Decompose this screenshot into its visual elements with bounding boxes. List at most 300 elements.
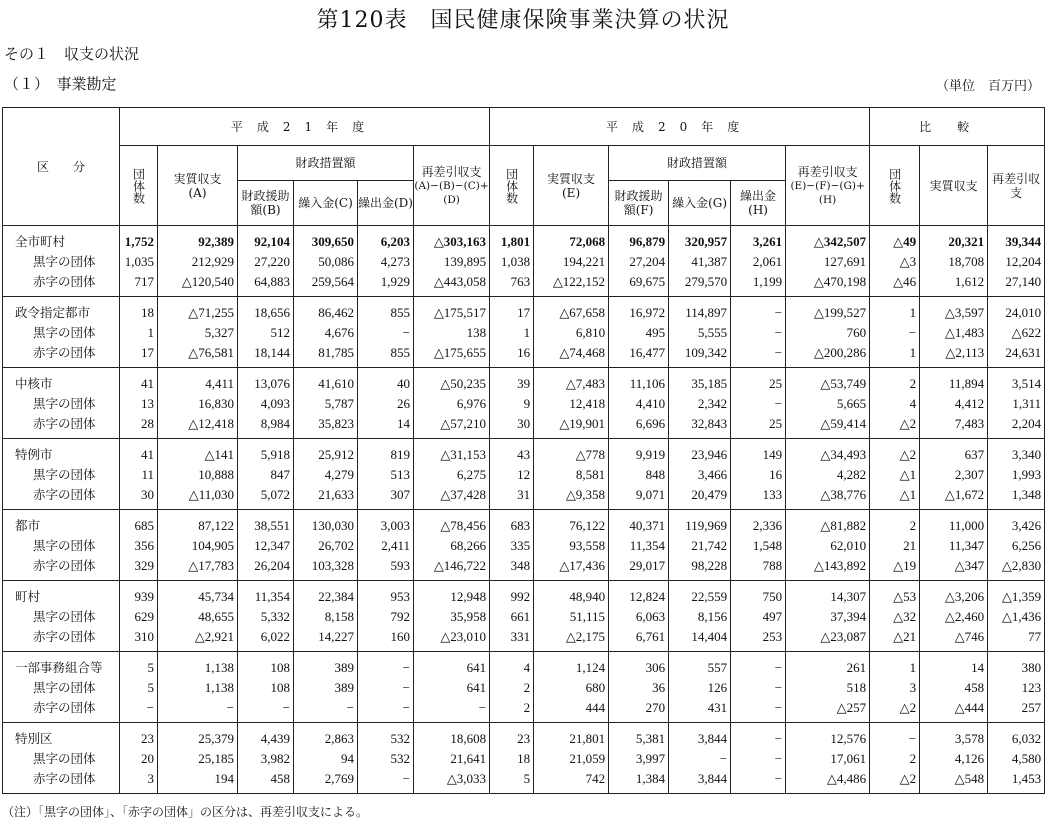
row-label: 赤字の団体 (3, 272, 120, 297)
table-cell: △2 (870, 439, 920, 466)
table-cell: △303,163 (414, 226, 490, 253)
table-cell: △31,153 (414, 439, 490, 466)
table-cell: 1,348 (988, 485, 1045, 510)
table-cell: △53 (870, 581, 920, 608)
header-kurinyu-c: 繰入金(C) (294, 181, 358, 226)
table-cell: △2,921 (158, 627, 238, 652)
table-row (3, 297, 1045, 324)
table-cell: 21,059 (534, 749, 609, 769)
table-cell: 13 (120, 394, 158, 414)
table-cell: − (731, 652, 786, 679)
table-cell: 94 (294, 749, 358, 769)
table-cell: 23,946 (669, 439, 731, 466)
table-cell: 18,656 (238, 297, 294, 324)
table-cell: 5,072 (238, 485, 294, 510)
table-cell: 14 (358, 414, 414, 439)
table-cell: △19 (870, 556, 920, 581)
table-cell: 3,340 (988, 439, 1045, 466)
table-cell: △146,722 (414, 556, 490, 581)
table-cell: − (120, 698, 158, 723)
table-cell: △443,058 (414, 272, 490, 297)
table-cell: 96,879 (609, 226, 669, 253)
table-cell: 3 (120, 769, 158, 794)
row-label: 赤字の団体 (3, 627, 120, 652)
table-cell: 123 (988, 678, 1045, 698)
table-cell: △141 (158, 439, 238, 466)
table-cell: − (731, 297, 786, 324)
table-cell: 28 (120, 414, 158, 439)
header-enjo-f: 財政援助額(F) (609, 181, 669, 226)
table-cell: 43 (490, 439, 534, 466)
header-h20 (490, 108, 870, 146)
table-cell: △548 (920, 769, 988, 794)
table-cell: 138 (414, 323, 490, 343)
table-cell: 27,140 (988, 272, 1045, 297)
table-cell: △2,113 (920, 343, 988, 368)
row-label: 全市町村 (3, 226, 120, 253)
table-cell: 9,919 (609, 439, 669, 466)
table-cell: 12,824 (609, 581, 669, 608)
table-cell: △12,418 (158, 414, 238, 439)
table-cell: 431 (669, 698, 731, 723)
table-cell: 51,115 (534, 607, 609, 627)
table-cell: 1,138 (158, 678, 238, 698)
table-cell: 683 (490, 510, 534, 537)
table-row (3, 368, 1045, 395)
table-cell: 532 (358, 749, 414, 769)
table-cell: 22,559 (669, 581, 731, 608)
table-cell: − (358, 323, 414, 343)
header-kurinyu-g: 繰入金(G) (669, 181, 731, 226)
table-cell: 3 (870, 678, 920, 698)
row-label: 黒字の団体 (3, 749, 120, 769)
table-cell: 992 (490, 581, 534, 608)
table-cell: 77 (988, 627, 1045, 652)
row-label: 赤字の団体 (3, 485, 120, 510)
table-cell: 18,608 (414, 723, 490, 750)
table-cell: 513 (358, 465, 414, 485)
table-cell: − (731, 343, 786, 368)
table-cell: △23,010 (414, 627, 490, 652)
table-cell: 641 (414, 652, 490, 679)
table-cell: 1,035 (120, 252, 158, 272)
table-cell: △50,235 (414, 368, 490, 395)
table-row (3, 510, 1045, 537)
table-cell: 212,929 (158, 252, 238, 272)
table-row (3, 698, 1045, 723)
table-cell: − (731, 394, 786, 414)
table-cell: △778 (534, 439, 609, 466)
row-label: 黒字の団体 (3, 394, 120, 414)
table-cell: 637 (920, 439, 988, 466)
table-cell: 133 (731, 485, 786, 510)
table-cell: 4 (490, 652, 534, 679)
table-cell: − (669, 749, 731, 769)
table-cell: 5,332 (238, 607, 294, 627)
table-cell: 149 (731, 439, 786, 466)
table-cell: 6,976 (414, 394, 490, 414)
table-cell: △4,486 (786, 769, 870, 794)
table-cell: 335 (490, 536, 534, 556)
table-cell: 41 (120, 368, 158, 395)
table-row (3, 678, 1045, 698)
table-cell: 848 (609, 465, 669, 485)
header-saisa-21 (414, 146, 490, 226)
table-cell: 847 (238, 465, 294, 485)
table-cell: △38,776 (786, 485, 870, 510)
table-cell: 25,185 (158, 749, 238, 769)
table-cell: 4,412 (920, 394, 988, 414)
table-cell: 309,650 (294, 226, 358, 253)
table-cell: 5 (490, 769, 534, 794)
table-cell: 14 (920, 652, 988, 679)
table-cell: − (731, 749, 786, 769)
header-hikaku (870, 108, 1045, 146)
table-cell: △257 (786, 698, 870, 723)
table-cell: 41,610 (294, 368, 358, 395)
table-cell: 4,282 (786, 465, 870, 485)
table-cell: 9 (490, 394, 534, 414)
table-cell: − (158, 698, 238, 723)
table-cell: 641 (414, 678, 490, 698)
table-cell: 6,810 (534, 323, 609, 343)
table-row (3, 723, 1045, 750)
table-cell: 26,204 (238, 556, 294, 581)
table-cell: 41 (120, 439, 158, 466)
table-cell: 1,124 (534, 652, 609, 679)
table-cell: 8,156 (669, 607, 731, 627)
table-cell: 2,342 (669, 394, 731, 414)
table-cell: 5,327 (158, 323, 238, 343)
header-saisa-21-label: 再差引収支 (421, 164, 482, 179)
table-cell: 25 (731, 368, 786, 395)
table-cell: △34,493 (786, 439, 870, 466)
table-cell: 518 (786, 678, 870, 698)
table-cell: 130,030 (294, 510, 358, 537)
table-cell: 12,948 (414, 581, 490, 608)
table-cell: 11,347 (920, 536, 988, 556)
table-cell: 31 (490, 485, 534, 510)
table-cell: 742 (534, 769, 609, 794)
table-body (3, 226, 1045, 794)
table-cell: △2 (870, 769, 920, 794)
table-cell: 40 (358, 368, 414, 395)
table-cell: 13,076 (238, 368, 294, 395)
table-cell: 68,266 (414, 536, 490, 556)
table-cell: 953 (358, 581, 414, 608)
table-cell: 69,675 (609, 272, 669, 297)
table-cell: − (358, 769, 414, 794)
table-cell: 3,426 (988, 510, 1045, 537)
table-cell: 2 (870, 510, 920, 537)
table-cell: 306 (609, 652, 669, 679)
table-cell: △1,483 (920, 323, 988, 343)
table-cell: 2,769 (294, 769, 358, 794)
table-cell: 593 (358, 556, 414, 581)
table-cell: 750 (731, 581, 786, 608)
table-cell: 2,204 (988, 414, 1045, 439)
row-label: 一部事務組合等 (3, 652, 120, 679)
table-cell: △9,358 (534, 485, 609, 510)
table-cell: 4,410 (609, 394, 669, 414)
table-cell: △57,210 (414, 414, 490, 439)
table-cell: 38,551 (238, 510, 294, 537)
table-cell: 792 (358, 607, 414, 627)
table-cell: 48,940 (534, 581, 609, 608)
table-cell: 6,761 (609, 627, 669, 652)
table-cell: 257 (988, 698, 1045, 723)
table-cell: △342,507 (786, 226, 870, 253)
table-cell: 16,477 (609, 343, 669, 368)
table-cell: 2,061 (731, 252, 786, 272)
section-title: その１ 収支の状況 (4, 45, 140, 63)
row-label: 中核市 (3, 368, 120, 395)
table-cell: 24,010 (988, 297, 1045, 324)
header-hikaku-dantai: 団体数 (870, 146, 920, 226)
table-cell: 331 (490, 627, 534, 652)
table-cell: 160 (358, 627, 414, 652)
table-cell: 39 (490, 368, 534, 395)
table-cell: △21 (870, 627, 920, 652)
table-cell: 307 (358, 485, 414, 510)
table-cell: 4,279 (294, 465, 358, 485)
table-row (3, 439, 1045, 466)
table-cell: 104,905 (158, 536, 238, 556)
table-cell: 81,785 (294, 343, 358, 368)
table-cell: △3,206 (920, 581, 988, 608)
table-cell: 11,354 (609, 536, 669, 556)
table-cell: 685 (120, 510, 158, 537)
table-cell: 458 (920, 678, 988, 698)
table-cell: 20,479 (669, 485, 731, 510)
row-label: 赤字の団体 (3, 698, 120, 723)
settlement-table (2, 107, 1045, 794)
header-hikaku-saisa: 再差引収支 (988, 146, 1045, 226)
row-label: 特別区 (3, 723, 120, 750)
table-cell: 4,411 (158, 368, 238, 395)
table-cell: 92,389 (158, 226, 238, 253)
table-cell: △74,468 (534, 343, 609, 368)
header-jisshitsu-20 (534, 146, 609, 226)
table-cell: 1 (870, 343, 920, 368)
table-cell: 126 (669, 678, 731, 698)
table-cell: △175,517 (414, 297, 490, 324)
table-cell: △17,783 (158, 556, 238, 581)
table-cell: 8,158 (294, 607, 358, 627)
table-cell: 11,894 (920, 368, 988, 395)
table-cell: 18 (490, 749, 534, 769)
table-cell: 1 (870, 297, 920, 324)
table-cell: 4,439 (238, 723, 294, 750)
table-cell: 1,453 (988, 769, 1045, 794)
table-cell: 3,844 (669, 769, 731, 794)
table-row (3, 465, 1045, 485)
table-cell: 4,580 (988, 749, 1045, 769)
table-cell: 194 (158, 769, 238, 794)
table-cell: 6,203 (358, 226, 414, 253)
table-cell: − (238, 698, 294, 723)
table-row (3, 226, 1045, 253)
header-dantai-20: 団体数 (490, 146, 534, 226)
table-cell: 16 (490, 343, 534, 368)
table-cell: 6,256 (988, 536, 1045, 556)
table-row (3, 652, 1045, 679)
table-cell: 3,003 (358, 510, 414, 537)
table-cell: 50,086 (294, 252, 358, 272)
table-row (3, 556, 1045, 581)
table-row (3, 627, 1045, 652)
table-cell: 3,997 (609, 749, 669, 769)
table-cell: 24,631 (988, 343, 1045, 368)
table-cell: 1,612 (920, 272, 988, 297)
table-cell: △19,901 (534, 414, 609, 439)
table-cell: 389 (294, 652, 358, 679)
table-cell: 1 (870, 652, 920, 679)
row-label: 都市 (3, 510, 120, 537)
table-cell: △120,540 (158, 272, 238, 297)
table-row (3, 414, 1045, 439)
table-cell: △32 (870, 607, 920, 627)
table-cell: − (870, 323, 920, 343)
table-cell: 855 (358, 297, 414, 324)
table-row (3, 485, 1045, 510)
table-cell: 557 (669, 652, 731, 679)
table-cell: 10,888 (158, 465, 238, 485)
table-cell: 21,801 (534, 723, 609, 750)
table-cell: 3,578 (920, 723, 988, 750)
table-cell: 27,220 (238, 252, 294, 272)
header-dantai-21: 団体数 (120, 146, 158, 226)
table-row (3, 769, 1045, 794)
table-cell: 20 (120, 749, 158, 769)
header-jisshitsu-21-code: (A) (188, 185, 207, 200)
table-cell: 119,969 (669, 510, 731, 537)
header-saisa-20 (786, 146, 870, 226)
table-cell: 1 (120, 323, 158, 343)
table-cell: 532 (358, 723, 414, 750)
table-cell: 39,344 (988, 226, 1045, 253)
table-cell: 2 (870, 368, 920, 395)
table-cell: △2,175 (534, 627, 609, 652)
table-cell: 27,204 (609, 252, 669, 272)
table-cell: − (358, 678, 414, 698)
table-cell: 1 (490, 323, 534, 343)
table-cell: 819 (358, 439, 414, 466)
table-cell: 29,017 (609, 556, 669, 581)
table-cell: − (731, 698, 786, 723)
table-cell: 760 (786, 323, 870, 343)
table-cell: 16,972 (609, 297, 669, 324)
table-cell: 1,993 (988, 465, 1045, 485)
table-cell: △1,672 (920, 485, 988, 510)
table-cell: 18 (120, 297, 158, 324)
table-cell: △2,830 (988, 556, 1045, 581)
table-cell: 114,897 (669, 297, 731, 324)
table-cell: △175,655 (414, 343, 490, 368)
table-cell: 2,863 (294, 723, 358, 750)
table-cell: 3,982 (238, 749, 294, 769)
table-cell: 629 (120, 607, 158, 627)
table-cell: 18,708 (920, 252, 988, 272)
table-cell: 6,696 (609, 414, 669, 439)
row-label: 政令指定都市 (3, 297, 120, 324)
table-cell: △199,527 (786, 297, 870, 324)
table-cell: 11,106 (609, 368, 669, 395)
table-cell: △3,033 (414, 769, 490, 794)
table-cell: 444 (534, 698, 609, 723)
table-cell: 35,958 (414, 607, 490, 627)
table-cell: △444 (920, 698, 988, 723)
table-row (3, 343, 1045, 368)
table-cell: 25 (731, 414, 786, 439)
table-cell: 261 (786, 652, 870, 679)
table-cell: 320,957 (669, 226, 731, 253)
table-cell: 26 (358, 394, 414, 414)
table-cell: 1,199 (731, 272, 786, 297)
header-jisshitsu-20-label: 実質収支 (547, 171, 596, 186)
table-cell: 2 (870, 749, 920, 769)
table-cell: 717 (120, 272, 158, 297)
table-cell: 2,336 (731, 510, 786, 537)
table-cell: 35,185 (669, 368, 731, 395)
table-cell: △37,428 (414, 485, 490, 510)
table-cell: 329 (120, 556, 158, 581)
table-cell: 25,379 (158, 723, 238, 750)
table-cell: 356 (120, 536, 158, 556)
table-cell: 64,883 (238, 272, 294, 297)
row-label: 黒字の団体 (3, 252, 120, 272)
table-cell: 35,823 (294, 414, 358, 439)
table-cell: 12,576 (786, 723, 870, 750)
table-cell: 72,068 (534, 226, 609, 253)
table-cell: 62,010 (786, 536, 870, 556)
table-cell: 87,122 (158, 510, 238, 537)
table-cell: − (731, 769, 786, 794)
table-row (3, 394, 1045, 414)
row-label: 黒字の団体 (3, 678, 120, 698)
table-cell: − (358, 652, 414, 679)
table-cell: △2,460 (920, 607, 988, 627)
table-cell: − (731, 678, 786, 698)
table-cell: 6,022 (238, 627, 294, 652)
table-row (3, 252, 1045, 272)
table-cell: 5,787 (294, 394, 358, 414)
table-cell: 458 (238, 769, 294, 794)
table-cell: △81,882 (786, 510, 870, 537)
table-cell: △11,030 (158, 485, 238, 510)
table-cell: 1,929 (358, 272, 414, 297)
table-cell: 23 (120, 723, 158, 750)
table-cell: 86,462 (294, 297, 358, 324)
header-kuridashi-d: 繰出金(D) (358, 181, 414, 226)
table-cell: 26,702 (294, 536, 358, 556)
table-cell: △59,414 (786, 414, 870, 439)
table-cell: △3,597 (920, 297, 988, 324)
table-cell: 139,895 (414, 252, 490, 272)
table-cell: 763 (490, 272, 534, 297)
table-cell: 3,844 (669, 723, 731, 750)
table-cell: 270 (609, 698, 669, 723)
table-cell: 4,676 (294, 323, 358, 343)
row-label: 赤字の団体 (3, 769, 120, 794)
table-cell: 9,071 (609, 485, 669, 510)
table-cell: 37,394 (786, 607, 870, 627)
table-cell: △17,436 (534, 556, 609, 581)
table-cell: 4 (870, 394, 920, 414)
table-cell: △470,198 (786, 272, 870, 297)
header-h21-label: 平成21年度 (230, 119, 379, 134)
table-cell: 6,275 (414, 465, 490, 485)
